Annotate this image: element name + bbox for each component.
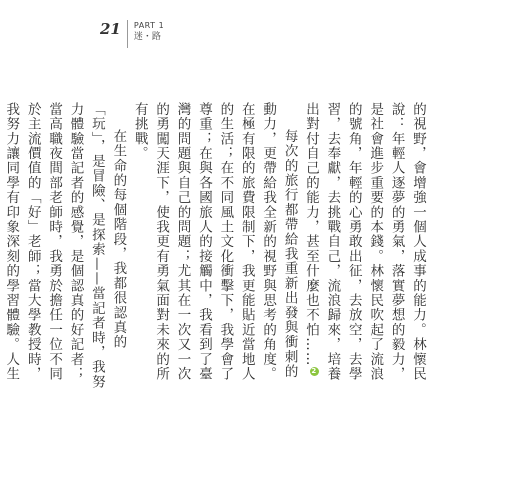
page-header (100, 20, 164, 48)
paragraph: 每次的旅行都帶給我重新出發與衝刺的動力，更帶給我全新的視野與思考的角度。在極有限的旅費限制下，我更能貼近當地人的生活；在不同風土文化衝擊下，我學會了尊重；在與各國旅人的接觸中，我看到了臺灣的問題與自己的問題；尤其在一次又一次的勇闖天涯下，使我更有勇氣面對未來的所有挑戰。 (131, 102, 298, 382)
part-label: PART 1 (133, 21, 165, 30)
paragraph: 在生命的每個階段，我都很認真的「玩」，是冒險、是探索——當記者時，我努力體驗當記者的感覺，是個認真的好記者；當高職夜間部老師時，我勇於擔任一位不同於主流價值的「好」老師；當大學教授時，我努力讓同學有印象深刻的學習體驗。人生 (3, 102, 127, 390)
running-head (134, 20, 164, 44)
body-text (3, 102, 428, 392)
footnote-marker[interactable]: 2 (311, 366, 318, 375)
chapter-label: 迷・路 (133, 32, 161, 42)
paragraph-continued (300, 102, 428, 392)
header-divider (127, 20, 128, 48)
paragraph-text: 的視野，會增強一個人成事的能力。林懷民說：年輕人逐夢的勇氣，落實夢想的毅力，是社會進步重要的本錢。林懷民吹起了流浪的號角，年輕的心勇敢出征，去放空，去學習，去奉獻，去挑戰自己，流浪歸來，培養出對付自己的能力，甚至什麼也不怕…… (302, 102, 426, 382)
page-number: 21 (100, 20, 121, 38)
